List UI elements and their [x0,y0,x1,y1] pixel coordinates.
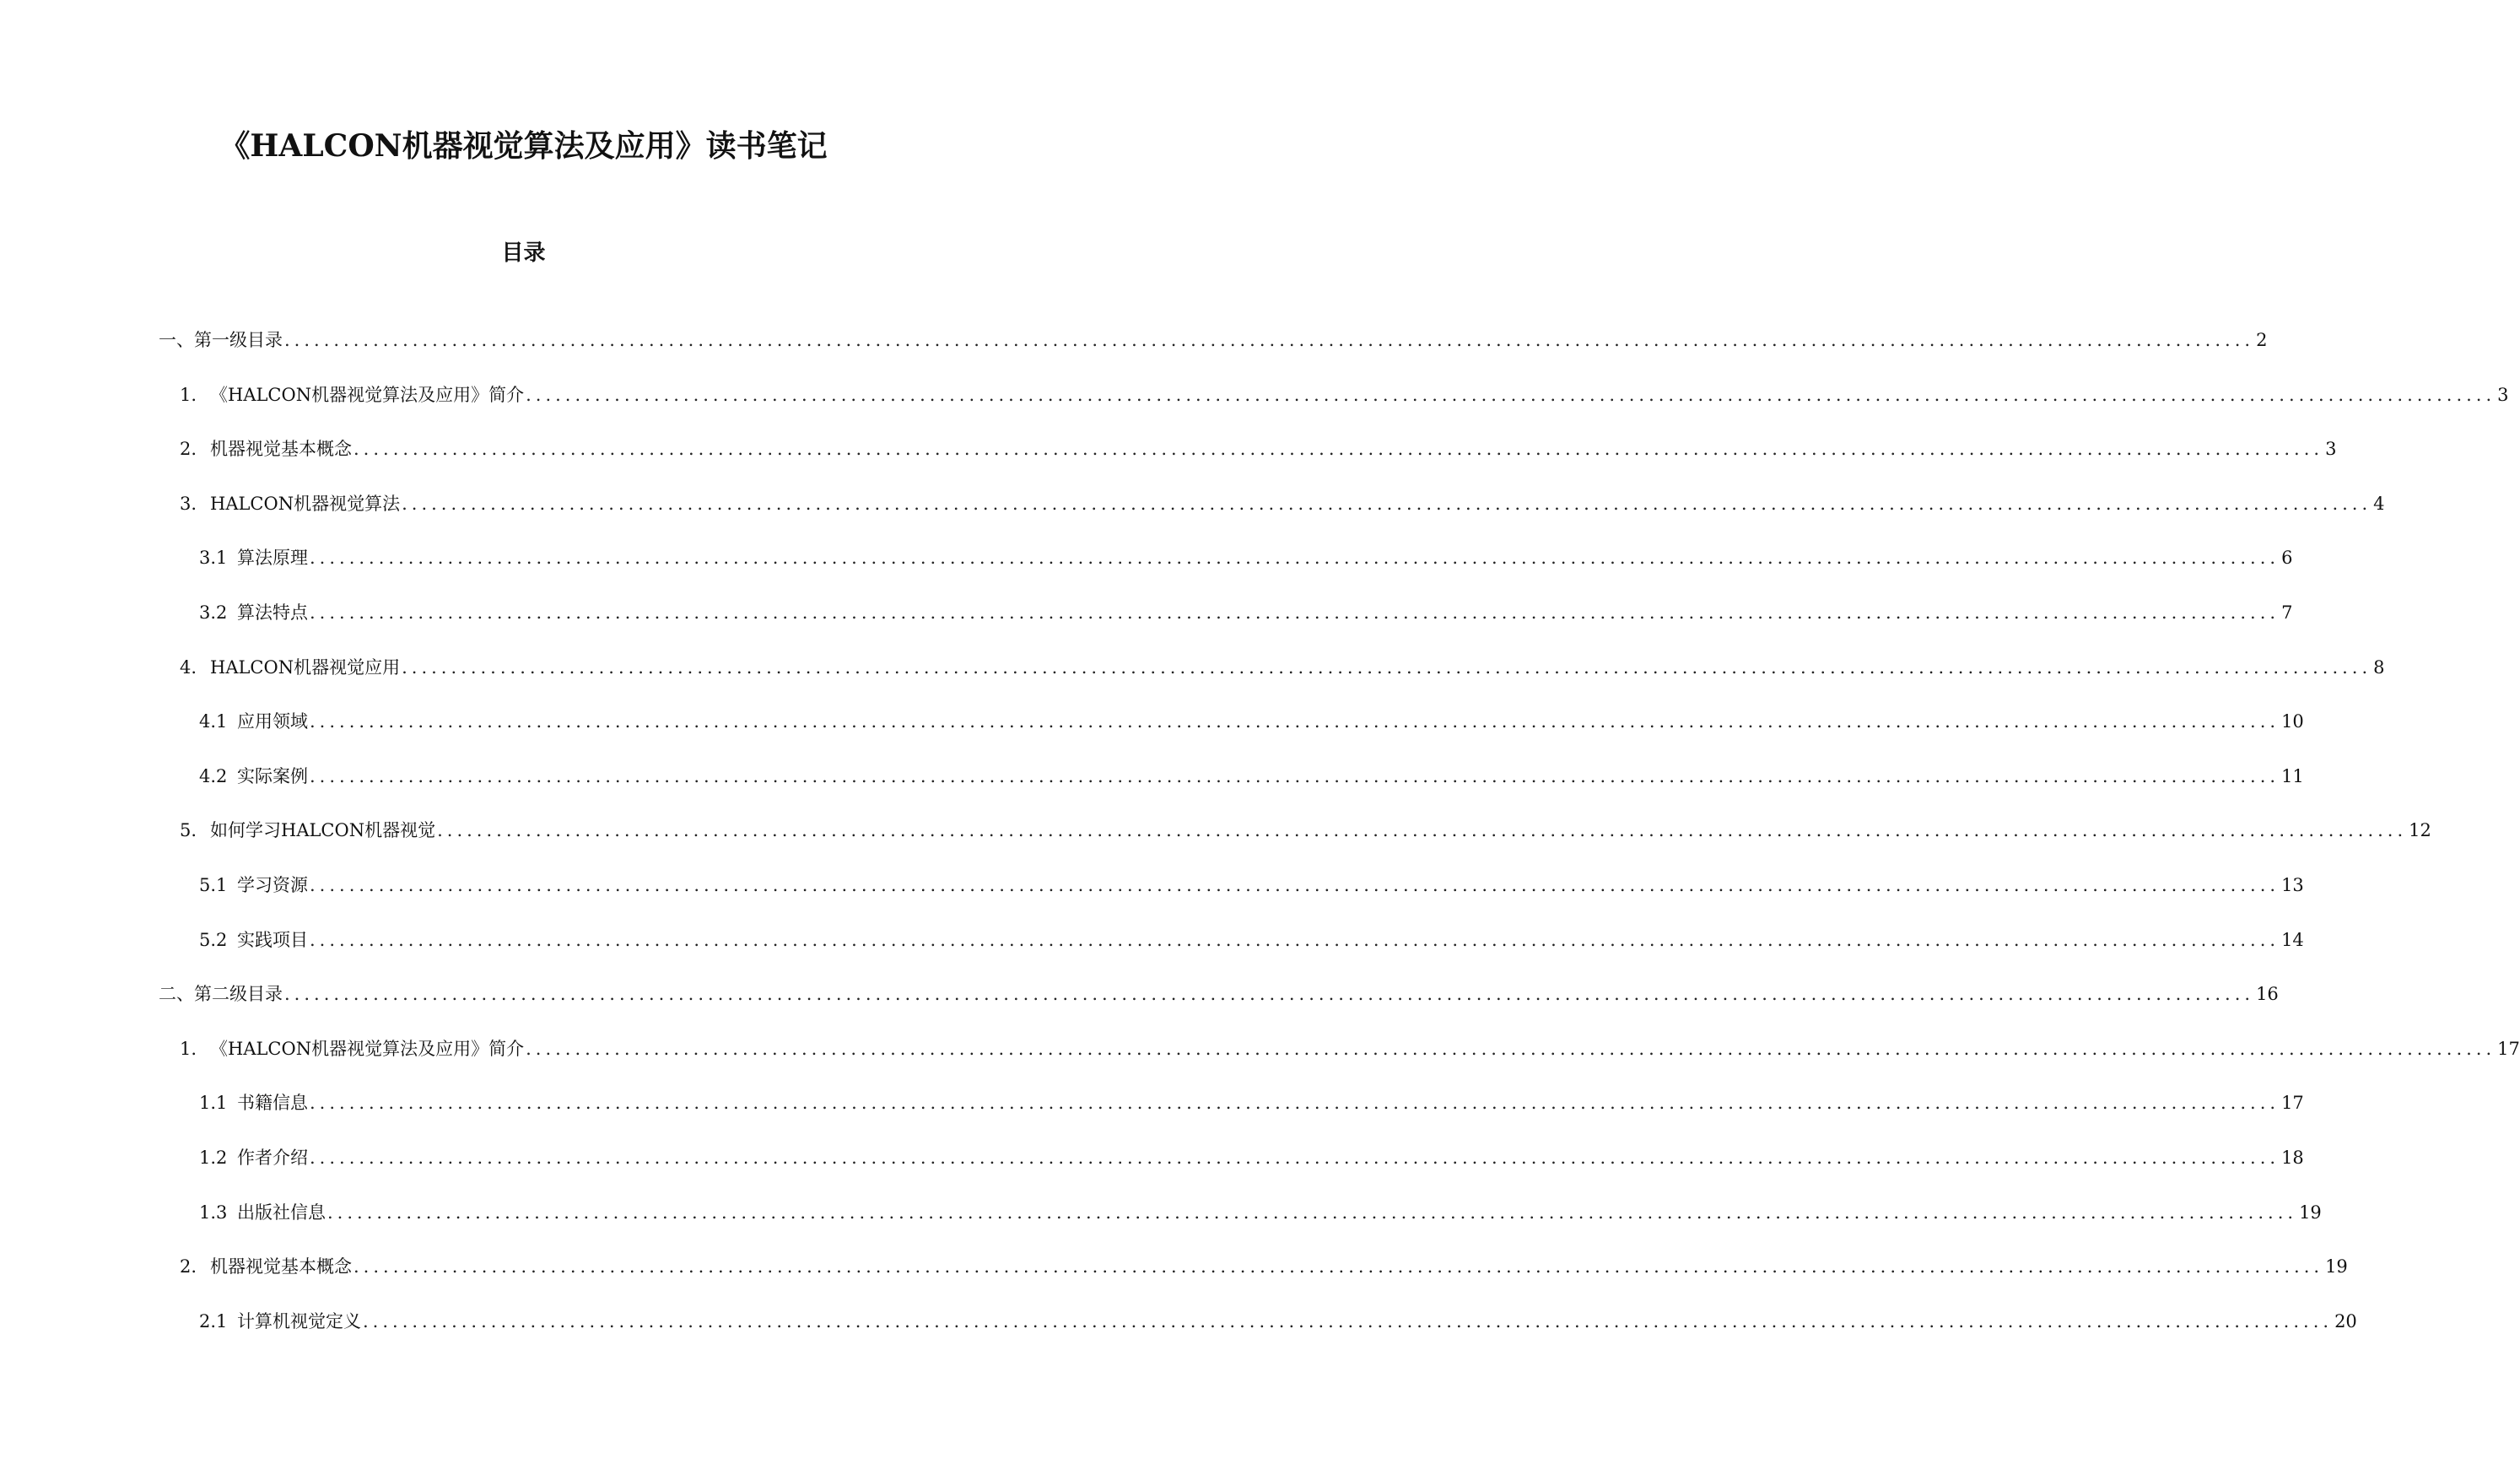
toc-entry-number: 5.2 [199,930,228,950]
toc-entry-page-number: 7 [2281,602,2293,623]
toc-heading: 目录 [501,240,546,266]
toc-entry[interactable] [199,1090,2304,1115]
toc-entry-label: 出版社信息 [237,1202,326,1223]
toc-entry[interactable] [199,1145,2304,1170]
toc-entry-page-number: 17 [2497,1039,2520,1059]
toc-entry[interactable] [199,1309,2357,1334]
toc-entry-label: 如何学习HALCON机器视觉 [210,820,436,840]
toc-entry-label: 算法原理 [237,548,308,568]
toc-dot-leader: ........................................................................................................................................................................................................ [310,875,2280,895]
toc-dot-leader: ........................................................................................................................................................................................................ [526,385,2496,405]
toc-entry-page-number: 19 [2325,1256,2348,1277]
toc-entry-label: HALCON机器视觉算法 [210,494,401,514]
toc-entry-page-number: 10 [2281,711,2304,732]
toc-entry-label: 《HALCON机器视觉算法及应用》简介 [210,385,525,405]
toc-entry-page-number: 13 [2281,875,2304,895]
toc-entry-number: 4.2 [199,766,228,786]
toc-entry-label: 书籍信息 [237,1093,308,1113]
toc-dot-leader: ........................................................................................................................................................................................................ [310,711,2280,732]
toc-entry[interactable] [180,382,2509,408]
toc-entry[interactable] [199,600,2293,625]
toc-entry-number: 2.1 [199,1311,228,1331]
toc-entry-label: 计算机视觉定义 [237,1311,361,1331]
toc-dot-leader: ........................................................................................................................................................................................................ [310,766,2280,786]
toc-dot-leader: ........................................................................................................................................................................................................ [402,494,2372,514]
toc-dot-leader: ........................................................................................................................................................................................................ [310,930,2280,950]
toc-entry[interactable] [199,927,2304,953]
toc-entry-number: 1.1 [199,1093,228,1113]
toc-dot-leader: ........................................................................................................................................................................................................ [353,439,2324,459]
toc-entry-page-number: 18 [2281,1148,2304,1168]
toc-entry-page-number: 19 [2299,1202,2322,1223]
toc-entry-number: 4.1 [199,711,228,732]
toc-entry-number: 1.3 [199,1202,228,1223]
toc-entry[interactable] [180,491,2385,516]
toc-entry-page-number: 12 [2409,820,2431,840]
toc-dot-leader: ........................................................................................................................................................................................................ [526,1039,2496,1059]
toc-dot-leader: ........................................................................................................................................................................................................ [284,984,2255,1004]
toc-entry[interactable] [199,1200,2322,1225]
toc-entry-number: 5.1 [199,875,228,895]
toc-entry-label: 《HALCON机器视觉算法及应用》简介 [210,1039,525,1059]
toc-entry[interactable] [159,327,2268,353]
toc-dot-leader: ........................................................................................................................................................................................................ [402,657,2372,678]
toc-entry-number: 1.2 [199,1148,228,1168]
toc-entry-number: 5. [180,820,197,840]
toc-entry-page-number: 20 [2334,1311,2357,1331]
toc-entry-page-number: 8 [2373,657,2385,678]
toc-entry-label: 学习资源 [237,875,308,895]
toc-entry-page-number: 14 [2281,930,2304,950]
toc-entry-page-number: 16 [2256,984,2279,1004]
toc-entry[interactable] [180,436,2337,462]
document-title: 《HALCON机器视觉算法及应用》读书笔记 [219,128,828,164]
toc-entry-label: 实践项目 [237,930,308,950]
toc-entry[interactable] [180,818,2431,843]
toc-dot-leader: ........................................................................................................................................................................................................ [310,602,2280,623]
toc-entry-page-number: 3 [2497,385,2509,405]
toc-entry-label: 算法特点 [237,602,308,623]
toc-entry-label: HALCON机器视觉应用 [210,657,401,678]
toc-entry-page-number: 4 [2373,494,2385,514]
toc-entry-label: 实际案例 [237,766,308,786]
toc-entry[interactable] [180,1036,2520,1061]
toc-entry-number: 1. [180,385,197,405]
toc-entry-number: 3.1 [199,548,228,568]
toc-dot-leader: ........................................................................................................................................................................................................ [310,548,2280,568]
toc-dot-leader: ........................................................................................................................................................................................................ [310,1148,2280,1168]
toc-dot-leader: ........................................................................................................................................................................................................ [437,820,2408,840]
toc-entry[interactable] [199,709,2304,734]
toc-entry-page-number: 11 [2281,766,2304,786]
toc-entry-number: 3.2 [199,602,228,623]
toc-entry-number: 2. [180,1256,197,1277]
toc-entry-label: 作者介绍 [237,1148,308,1168]
toc-entry-number: 3. [180,494,197,514]
toc-entry-page-number: 17 [2281,1093,2304,1113]
toc-entry-number: 2. [180,439,197,459]
toc-entry-label: 一、第一级目录 [159,330,283,350]
toc-entry-label: 二、第二级目录 [159,984,283,1004]
toc-entry[interactable] [180,655,2385,680]
toc-dot-leader: ........................................................................................................................................................................................................ [327,1202,2298,1223]
toc-entry-label: 机器视觉基本概念 [210,1256,352,1277]
toc-dot-leader: ........................................................................................................................................................................................................ [363,1311,2334,1331]
toc-entry-page-number: 3 [2325,439,2337,459]
toc-dot-leader: ........................................................................................................................................................................................................ [310,1093,2280,1113]
toc-entry-page-number: 6 [2281,548,2293,568]
toc-entry[interactable] [199,545,2293,570]
toc-entry[interactable] [199,872,2304,898]
toc-entry[interactable] [199,764,2304,789]
toc-dot-leader: ........................................................................................................................................................................................................ [353,1256,2324,1277]
toc-entry-number: 4. [180,657,197,678]
toc-entry[interactable] [159,981,2279,1007]
toc-entry-label: 机器视觉基本概念 [210,439,352,459]
toc-entry-number: 1. [180,1039,197,1059]
toc-entry-label: 应用领域 [237,711,308,732]
toc-dot-leader: ........................................................................................................................................................................................................ [284,330,2255,350]
toc-entry[interactable] [180,1254,2348,1279]
toc-entry-page-number: 2 [2256,330,2268,350]
